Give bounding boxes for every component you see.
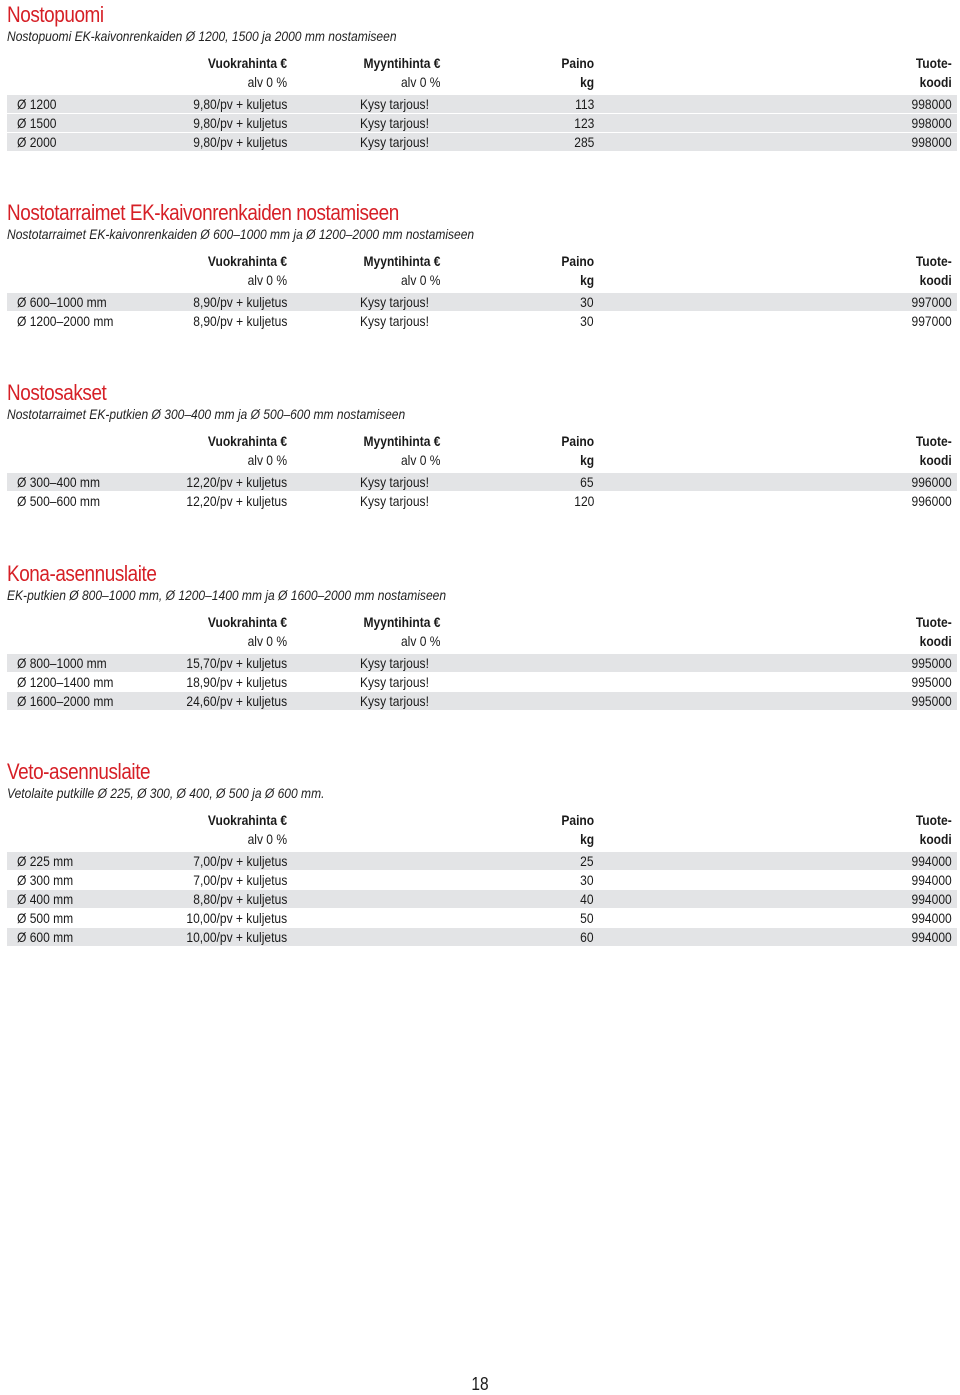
section-title: Nostosakset	[7, 380, 107, 405]
header-weight: Paino kg	[561, 55, 594, 90]
table-row	[7, 113, 957, 132]
row-code: 994000	[911, 872, 952, 888]
table-row	[7, 851, 957, 870]
row-sale: Kysy tarjous!	[360, 115, 429, 131]
section-title: Nostotarraimet EK-kaivonrenkaiden nostamiseen	[7, 200, 399, 225]
row-rent: 24,60/pv + kuljetus	[186, 693, 287, 709]
row-label: Ø 800–1000 mm	[17, 655, 107, 671]
table-row	[7, 889, 957, 908]
row-weight: 25	[580, 853, 594, 869]
row-code: 996000	[911, 493, 952, 509]
row-code: 994000	[911, 929, 952, 945]
row-label: Ø 300 mm	[17, 872, 74, 888]
row-sale: Kysy tarjous!	[360, 674, 429, 690]
table-row	[7, 292, 957, 311]
header-code: Tuote- koodi	[916, 253, 952, 288]
column-header	[7, 811, 957, 851]
table-row	[7, 691, 957, 710]
row-weight: 113	[574, 96, 594, 112]
row-rent: 9,80/pv + kuljetus	[192, 115, 287, 131]
row-weight: 65	[580, 474, 594, 490]
section-veto-asennuslaite	[7, 759, 957, 946]
row-code: 996000	[911, 474, 952, 490]
table-row	[7, 672, 957, 691]
section-nostotarraimet	[7, 200, 957, 330]
row-sale: Kysy tarjous!	[360, 134, 429, 150]
row-sale: Kysy tarjous!	[360, 493, 429, 509]
row-rent: 12,20/pv + kuljetus	[186, 474, 287, 490]
row-sale: Kysy tarjous!	[360, 313, 429, 329]
row-weight: 50	[580, 910, 594, 926]
section-subtitle: Vetolaite putkille Ø 225, Ø 300, Ø 400, Ø 500 ja Ø 600 mm.	[7, 785, 325, 801]
section-kona-asennuslaite	[7, 561, 957, 710]
row-label: Ø 1500	[17, 115, 57, 131]
row-label: Ø 225 mm	[17, 853, 74, 869]
header-rent: Vuokrahinta € alv 0 %	[207, 55, 287, 90]
header-weight: Paino kg	[561, 253, 594, 288]
table-row	[7, 870, 957, 889]
section-subtitle: Nostotarraimet EK-putkien Ø 300–400 mm ja Ø 500–600 mm nostamiseen	[7, 406, 406, 422]
row-label: Ø 1200–1400 mm	[17, 674, 114, 690]
row-sale: Kysy tarjous!	[360, 655, 429, 671]
row-code: 994000	[911, 891, 952, 907]
section-nostopuomi	[7, 2, 957, 151]
header-code: Tuote- koodi	[916, 433, 952, 468]
row-sale: Kysy tarjous!	[360, 294, 429, 310]
row-weight: 123	[573, 115, 594, 131]
row-label: Ø 1600–2000 mm	[17, 693, 114, 709]
header-sale: Myyntihinta € alv 0 %	[363, 614, 440, 649]
header-weight: Paino kg	[561, 812, 594, 847]
table-row	[7, 491, 957, 510]
table-row	[7, 908, 957, 927]
row-rent: 7,00/pv + kuljetus	[192, 872, 287, 888]
row-code: 995000	[911, 674, 952, 690]
row-sale: Kysy tarjous!	[360, 96, 429, 112]
row-weight: 285	[573, 134, 594, 150]
header-rent: Vuokrahinta € alv 0 %	[207, 812, 287, 847]
header-weight: Paino kg	[561, 433, 594, 468]
row-sale: Kysy tarjous!	[360, 474, 429, 490]
row-rent: 10,00/pv + kuljetus	[186, 910, 287, 926]
section-subtitle: Nostotarraimet EK-kaivonrenkaiden Ø 600–1000 mm ja Ø 1200–2000 mm nostamiseen	[7, 226, 475, 242]
row-label: Ø 400 mm	[17, 891, 74, 907]
row-rent: 8,80/pv + kuljetus	[192, 891, 287, 907]
row-code: 998000	[911, 134, 952, 150]
header-rent: Vuokrahinta € alv 0 %	[207, 433, 287, 468]
row-rent: 8,90/pv + kuljetus	[192, 313, 287, 329]
table-row	[7, 132, 957, 151]
column-header	[7, 54, 957, 94]
row-rent: 9,80/pv + kuljetus	[192, 134, 287, 150]
row-label: Ø 1200–2000 mm	[17, 313, 114, 329]
section-subtitle: EK-putkien Ø 800–1000 mm, Ø 1200–1400 mm ja Ø 1600–2000 mm nostamiseen	[7, 587, 447, 603]
row-code: 998000	[911, 115, 952, 131]
header-sale: Myyntihinta € alv 0 %	[363, 433, 440, 468]
row-label: Ø 500–600 mm	[17, 493, 100, 509]
row-label: Ø 2000	[17, 134, 57, 150]
row-label: Ø 1200	[17, 96, 57, 112]
section-title: Veto-asennuslaite	[7, 759, 151, 784]
row-code: 997000	[911, 294, 952, 310]
table-row	[7, 94, 957, 113]
row-rent: 8,90/pv + kuljetus	[192, 294, 287, 310]
row-weight: 30	[580, 313, 594, 329]
row-sale: Kysy tarjous!	[360, 693, 429, 709]
table-row	[7, 653, 957, 672]
row-code: 997000	[911, 313, 952, 329]
row-rent: 7,00/pv + kuljetus	[192, 853, 287, 869]
row-rent: 18,90/pv + kuljetus	[186, 674, 287, 690]
row-rent: 10,00/pv + kuljetus	[186, 929, 287, 945]
header-rent: Vuokrahinta € alv 0 %	[207, 614, 287, 649]
header-code: Tuote- koodi	[916, 614, 952, 649]
row-label: Ø 600–1000 mm	[17, 294, 107, 310]
section-nostosakset	[7, 380, 957, 510]
header-sale: Myyntihinta € alv 0 %	[363, 55, 440, 90]
row-rent: 12,20/pv + kuljetus	[186, 493, 287, 509]
table-row	[7, 472, 957, 491]
row-label: Ø 600 mm	[17, 929, 74, 945]
row-weight: 30	[580, 872, 594, 888]
row-rent: 15,70/pv + kuljetus	[186, 655, 287, 671]
row-code: 995000	[911, 693, 952, 709]
row-weight: 30	[580, 294, 594, 310]
row-code: 994000	[911, 910, 952, 926]
row-code: 998000	[911, 96, 952, 112]
table-row	[7, 927, 957, 946]
header-code: Tuote- koodi	[916, 812, 952, 847]
row-weight: 40	[580, 891, 594, 907]
row-weight: 120	[573, 493, 594, 509]
row-label: Ø 300–400 mm	[17, 474, 100, 490]
table-row	[7, 311, 957, 330]
section-title: Kona-asennuslaite	[7, 561, 157, 586]
row-label: Ø 500 mm	[17, 910, 74, 926]
column-header	[7, 613, 957, 653]
header-sale: Myyntihinta € alv 0 %	[363, 253, 440, 288]
section-subtitle: Nostopuomi EK-kaivonrenkaiden Ø 1200, 1500 ja 2000 mm nostamiseen	[7, 28, 397, 44]
row-weight: 60	[580, 929, 594, 945]
row-rent: 9,80/pv + kuljetus	[192, 96, 287, 112]
header-rent: Vuokrahinta € alv 0 %	[207, 253, 287, 288]
page-number: 18	[471, 1374, 489, 1394]
row-code: 994000	[911, 853, 952, 869]
section-title: Nostopuomi	[7, 2, 104, 27]
column-header	[7, 252, 957, 292]
column-header	[7, 432, 957, 472]
row-code: 995000	[911, 655, 952, 671]
header-code: Tuote- koodi	[916, 55, 952, 90]
